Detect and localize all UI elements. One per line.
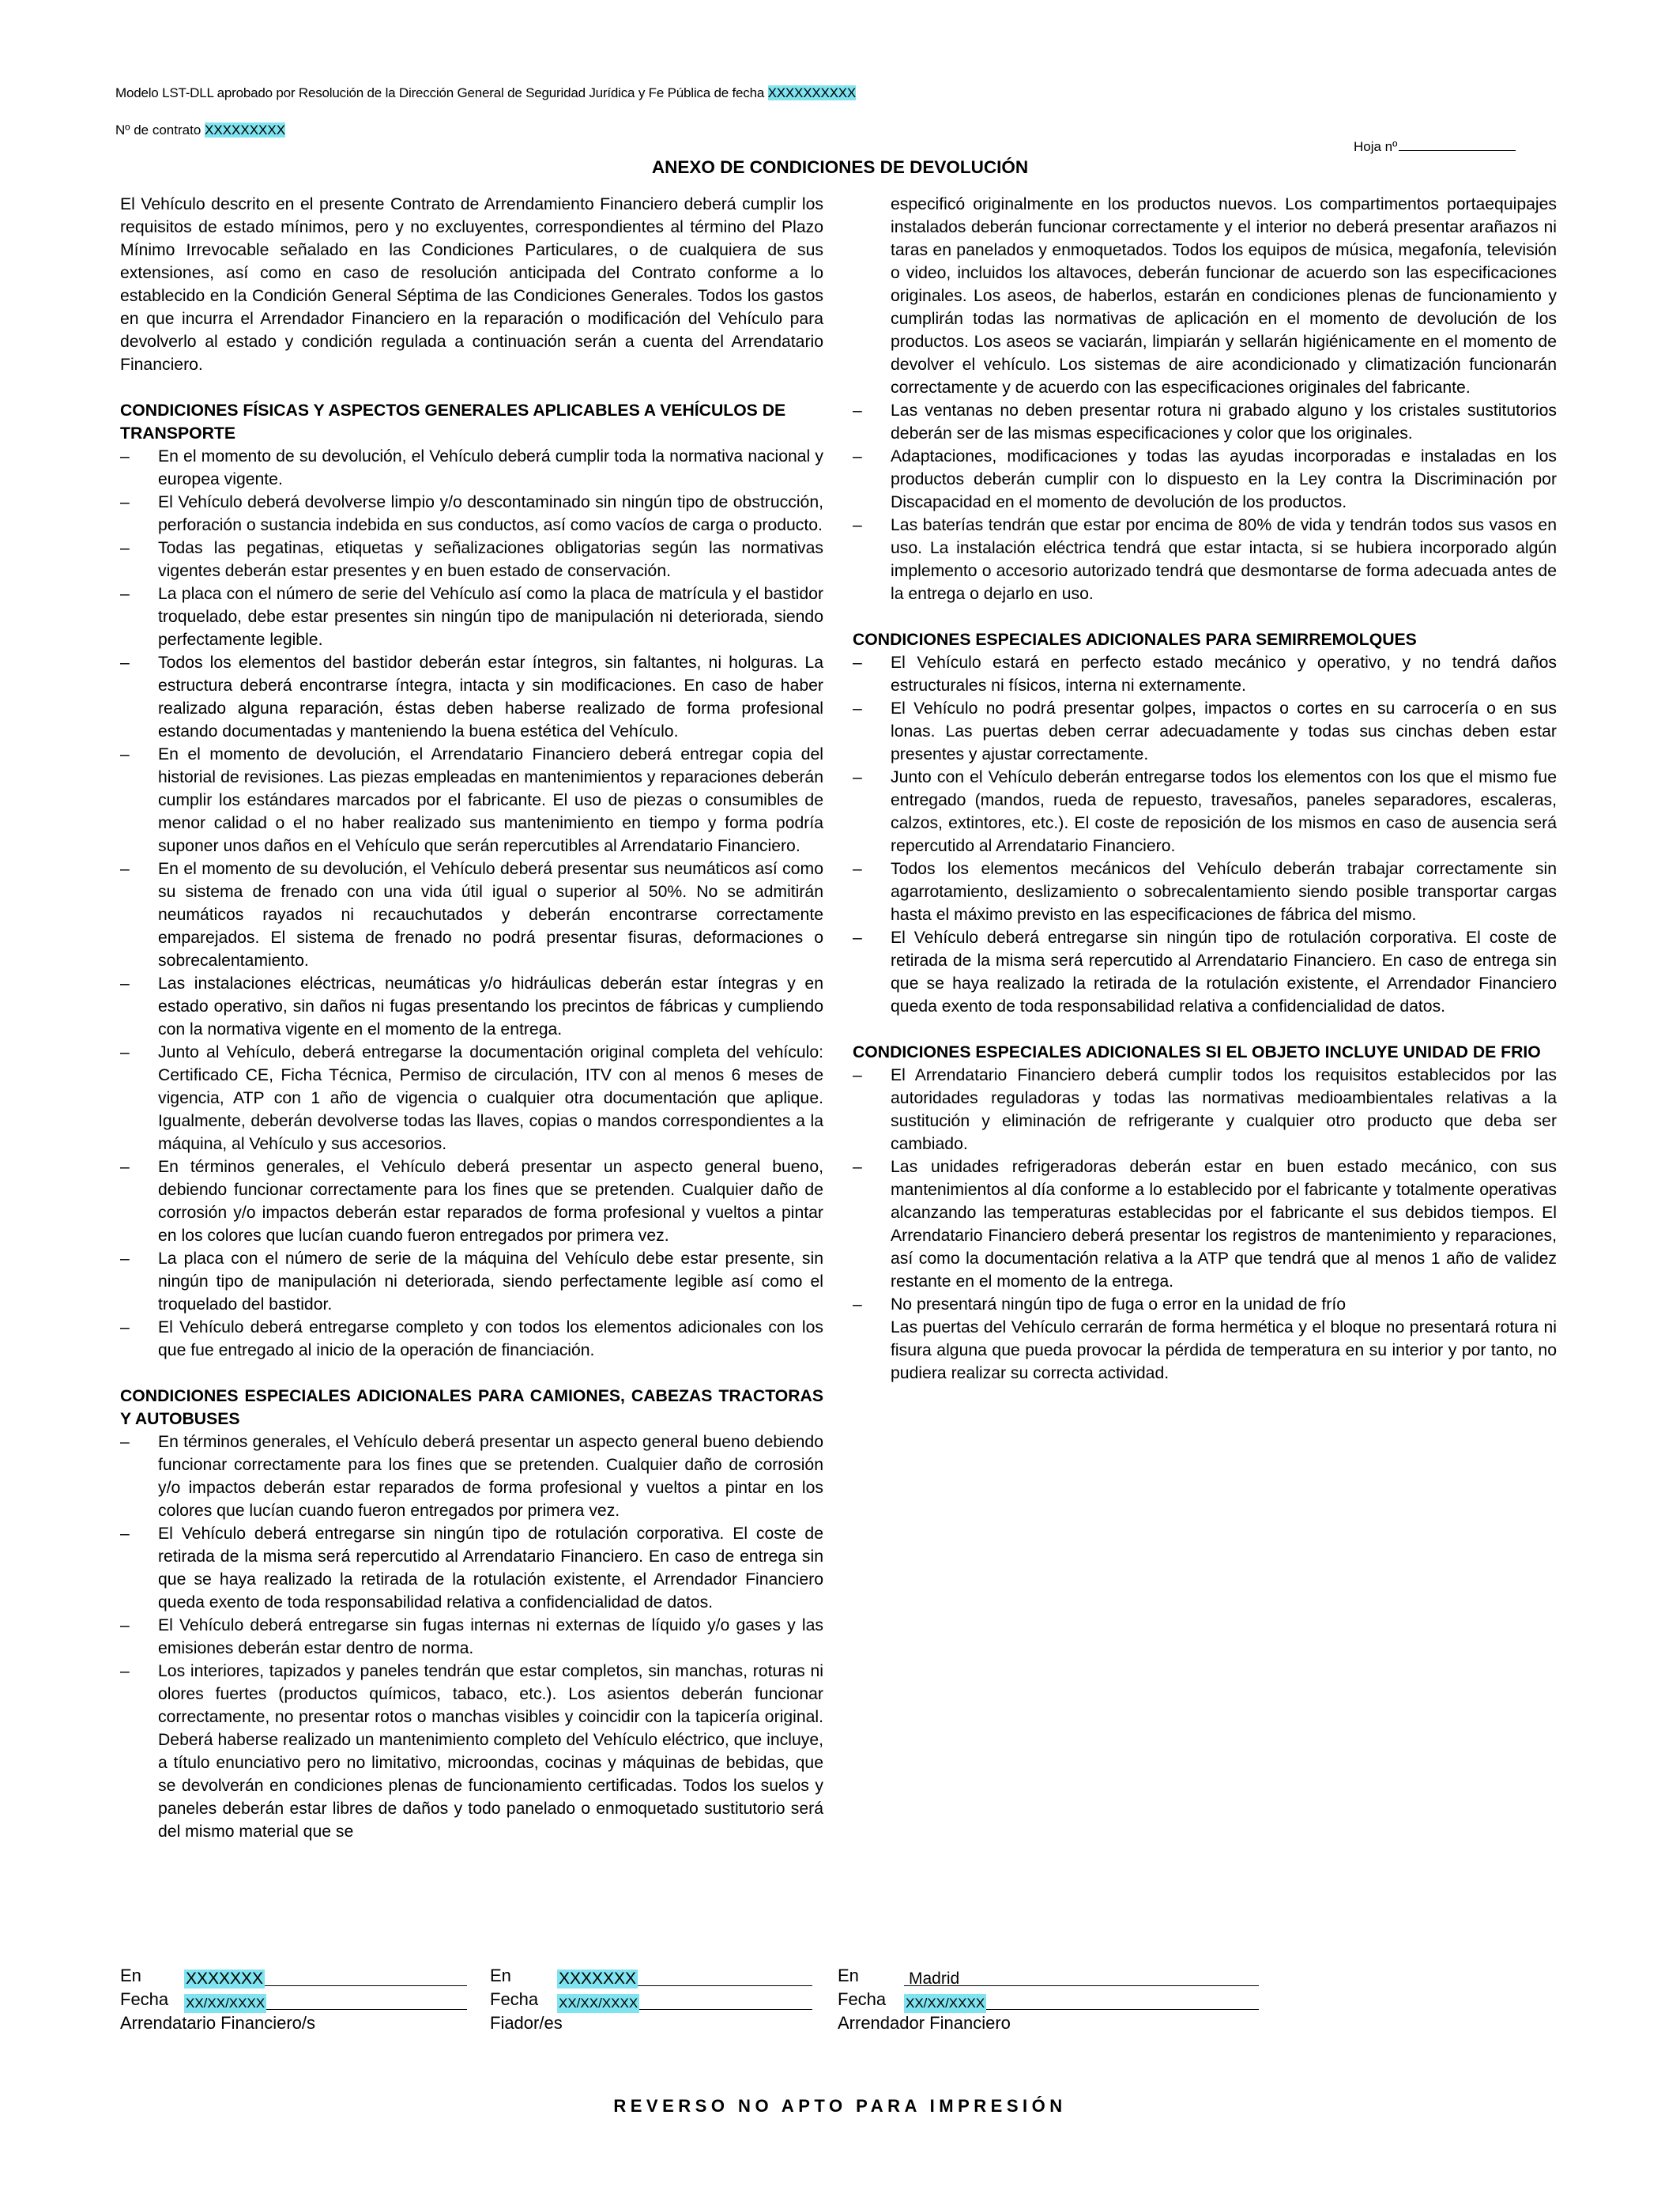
list-item: – En términos generales, el Vehículo deberá presentar un aspecto general bueno, debiendo funcionar correctamente para los fines que se pretenden. Cualquier daño de corrosión y/o impactos deberán estar reparados de forma profesional y vueltos a pintar en los colores que lucían cuando fueron entregados por primera vez. bbox=[120, 1155, 823, 1247]
contract-number-placeholder[interactable]: XXXXXXXXX bbox=[205, 123, 286, 138]
section-heading-camiones: CONDICIONES ESPECIALES ADICIONALES PARA CAMIONES, CABEZAS TRACTORAS Y AUTOBUSES bbox=[120, 1387, 823, 1428]
en-field[interactable] bbox=[904, 1966, 1259, 1986]
section-heading-frio: CONDICIONES ESPECIALES ADICIONALES SI EL OBJETO INCLUYE UNIDAD DE FRIO bbox=[853, 1043, 1541, 1061]
list-item: – El Vehículo estará en perfecto estado mecánico y operativo, y no tendrá daños estructurales ni físicos, interna ni externamente. bbox=[853, 651, 1557, 697]
model-approval-line bbox=[115, 85, 856, 101]
list-item: – En el momento de devolución, el Arrendatario Financiero deberá entregar copia del historial de revisiones. Las piezas empleadas en mantenimientos y reparaciones deberán cumplir los estándares marcados por el fabricante. El uso de piezas o consumibles de menor calidad o el no haber realizado sus mantenimiento en tiempo y forma podría suponer unos daños en el Vehículo que serán repercutibles al Arrendatario Financiero. bbox=[120, 743, 823, 858]
signer-role: Arrendatario Financiero/s bbox=[120, 2013, 316, 2033]
list-item: – Junto al Vehículo, deberá entregarse la documentación original completa del vehículo: Certificado CE, Ficha Técnica, Permiso de circulación, ITV con al menos 6 meses de vigencia, ATP con 1 año de vigencia o cualquier otra documentación que aplique. Igualmente, deberán devolverse todas las llaves, copias o mandos correspondientes a la máquina, al Vehículo y sus accesorios. bbox=[120, 1041, 823, 1155]
camiones-list bbox=[120, 1431, 823, 1843]
section-heading-fisicas: CONDICIONES FÍSICAS Y ASPECTOS GENERALES APLICABLES A VEHÍCULOS DE TRANSPORTE bbox=[120, 401, 786, 443]
list-item: – Todas las pegatinas, etiquetas y señalizaciones obligatorias según las normativas vigentes deberán estar presentes y en buen estado de conservación. bbox=[120, 537, 823, 582]
left-column bbox=[120, 193, 823, 1843]
list-item: – Todos los elementos mecánicos del Vehículo deberán trabajar correctamente sin agarrotamiento, deslizamiento o sobrecalentamiento siendo posible transportar cargas hasta el máximo previsto en las especificaciones de fábrica del mismo. bbox=[853, 858, 1557, 926]
fecha-value: XX/XX/XXXX bbox=[904, 1994, 986, 2013]
signature-block-arrendatario bbox=[120, 1964, 468, 2033]
fecha-value: XX/XX/XXXX bbox=[184, 1994, 266, 2013]
en-field[interactable] bbox=[184, 1966, 467, 1986]
en-value: XXXXXXX bbox=[559, 1970, 637, 1988]
list-item: – Adaptaciones, modificaciones y todas las ayudas incorporadas e instaladas en los productos deberán cumplir con lo dispuesto en la Ley contra la Discriminación por Discapacidad en el momento de devolución de los productos. bbox=[853, 445, 1557, 514]
document-title: ANEXO DE CONDICIONES DE DEVOLUCIÓN bbox=[651, 157, 1029, 177]
list-item: – El Vehículo deberá entregarse completo y con todos los elementos adicionales con los que fue entregado al inicio de la operación de financiación. bbox=[120, 1316, 823, 1362]
signature-block-arrendador bbox=[838, 1964, 1217, 2033]
list-item: – El Vehículo no podrá presentar golpes, impactos o cortes en su carrocería o en sus lonas. Las puertas deben cerrar adecuadamente y todas sus cinchas deben estar presentes y ajustar correctamente. bbox=[853, 697, 1557, 766]
fecha-value: XX/XX/XXXX bbox=[557, 1994, 639, 2013]
right-column bbox=[853, 193, 1557, 1385]
list-item: – Las ventanas no deben presentar rotura ni grabado alguno y los cristales sustitutorios deberán ser de las mismas especificaciones y color que los originales. bbox=[853, 399, 1557, 445]
list-item: – El Vehículo deberá entregarse sin ningún tipo de rotulación corporativa. El coste de retirada de la misma será repercutido al Arrendatario Financiero. En caso de entrega sin que se haya realizado la retirada de la rotulación existente, el Arrendador Financiero queda exento de toda responsabilidad relativa a confidencialidad de datos. bbox=[120, 1522, 823, 1614]
list-item: – Junto con el Vehículo deberán entregarse todos los elementos con los que el mismo fue entregado (mandos, rueda de repuesto, travesaños, paneles separadores, escaleras, calzos, extintores, etc.). El coste de reposición de los mismos en caso de ausencia será repercutido al Arrendatario Financiero. bbox=[853, 766, 1557, 858]
frio-last-paragraph: Las puertas del Vehículo cerrarán de forma hermética y el bloque no presentará rotura ni fisura alguna que pueda provocar la pérdida de temperatura en su interior y por tanto, no pudiera realizar su correcta actividad. bbox=[891, 1318, 1557, 1382]
en-value: XXXXXXX bbox=[186, 1970, 264, 1988]
fecha-field[interactable] bbox=[557, 1990, 812, 2010]
fisicas-list bbox=[120, 445, 823, 1362]
fecha-label: Fecha bbox=[490, 1989, 539, 2009]
en-label: En bbox=[490, 1966, 511, 1985]
contract-number-line bbox=[115, 123, 285, 138]
fecha-field[interactable] bbox=[904, 1990, 1259, 2010]
list-item: – En el momento de su devolución, el Vehículo deberá presentar sus neumáticos así como su sistema de frenado con una vida útil igual o superior al 50%. No se admitirán neumáticos rayados ni recauchutados y deberán encontrarse correctamente emparejados. El sistema de frenado no podrá presentar fisuras, deformaciones o sobrecalentamiento. bbox=[120, 858, 823, 972]
frio-list bbox=[853, 1064, 1557, 1316]
list-item: – Las instalaciones eléctricas, neumáticas y/o hidráulicas deberán estar íntegras y en estado operativo, sin daños ni fugas presentando los precintos de fábricas y cumpliendo con la normativa vigente en el momento de la entrega. bbox=[120, 972, 823, 1041]
sheet-number-line bbox=[1354, 139, 1516, 155]
camiones-list-continued bbox=[853, 399, 1557, 605]
list-item: – Los interiores, tapizados y paneles tendrán que estar completos, sin manchas, roturas ni olores fuertes (productos químicos, tabaco, etc.). Los asientos deberán funcionar correctamente, no presentar rotos o manchas visibles y coincidir con la tapicería original. Deberá haberse realizado un mantenimiento completo del Vehículo eléctrico, que incluye, a título enunciativo pero no limitativo, microondas, cocinas y máquinas de bebidas, que se devolverán en condiciones plenas de funcionamiento certificadas. Todos los suelos y paneles deberán estar libres de daños y todo panelado o enmoquetado sustitutorio será del mismo material que se bbox=[120, 1660, 823, 1843]
semirremolques-list bbox=[853, 651, 1557, 1018]
signer-role: Arrendador Financiero bbox=[838, 2013, 1011, 2033]
contract-number-label: Nº de contrato bbox=[115, 123, 205, 138]
model-approval-text: Modelo LST-DLL aprobado por Resolución de la Dirección General de Seguridad Jurídica y Fe Pública de fecha bbox=[115, 85, 768, 100]
fecha-label: Fecha bbox=[838, 1989, 887, 2009]
fecha-label: Fecha bbox=[120, 1989, 169, 2009]
list-item: – En términos generales, el Vehículo deberá presentar un aspecto general bueno debiendo funcionar correctamente para los fines que se pretenden. Cualquier daño de corrosión y/o impactos deberán estar reparados de forma profesional y vueltos a pintar en los colores que lucían cuando fueron entregados por primera vez. bbox=[120, 1431, 823, 1522]
intro-paragraph: El Vehículo descrito en el presente Contrato de Arrendamiento Financiero deberá cumplir los requisitos de estado mínimos, pero y no excluyentes, correspondientes al término del Plazo Mínimo Irrevocable señalado en las Condiciones Particulares, o de cualquiera de sus extensiones, así como en caso de resolución anticipada del Contrato conforme a lo establecido en la Condición General Séptima de las Condiciones Generales. Todos los gastos en que incurra el Arrendador Financiero en la reparación o modificación del Vehículo para devolverlo al estado y condición regulada a continuación serán a cuenta del Arrendatario Financiero. bbox=[120, 195, 823, 374]
sheet-number-field[interactable] bbox=[1399, 139, 1516, 151]
list-item: – Las baterías tendrán que estar por encima de 80% de vida y tendrán todos sus vasos en uso. La instalación eléctrica tendrá que estar intacta, si se hubiera incorporado algún implemento o accesorio autorizado tendrá que desmontarse de forma adecuada antes de la entrega o dejarlo en uso. bbox=[853, 514, 1557, 605]
section-heading-semirremolques: CONDICIONES ESPECIALES ADICIONALES PARA SEMIRREMOLQUES bbox=[853, 631, 1417, 649]
en-field[interactable] bbox=[557, 1966, 812, 1986]
en-label: En bbox=[120, 1966, 141, 1985]
fecha-field[interactable] bbox=[184, 1990, 467, 2010]
list-item: – Todos los elementos del bastidor deberán estar íntegros, sin faltantes, ni holguras. La estructura deberá encontrarse íntegra, intacta y sin modificaciones. En caso de haber realizado alguna reparación, éstas deben haberse realizado de forma profesional estando documentadas y manteniendo la buena estética del Vehículo. bbox=[120, 651, 823, 743]
signer-role: Fiador/es bbox=[490, 2013, 563, 2033]
en-label: En bbox=[838, 1966, 859, 1985]
footer-note: REVERSO NO APTO PARA IMPRESIÓN bbox=[613, 2096, 1067, 2116]
list-item: – La placa con el número de serie del Vehículo así como la placa de matrícula y el bastidor troquelado, debe estar presentes sin ningún tipo de manipulación ni deteriorada, siendo perfectamente legible. bbox=[120, 582, 823, 651]
list-item: – No presentará ningún tipo de fuga o error en la unidad de frío bbox=[853, 1293, 1557, 1316]
list-item: – El Arrendatario Financiero deberá cumplir todos los requisitos establecidos por las autoridades reguladoras y todas las normativas medioambientales relativas a la sustitución y eliminación de refrigerante y cualquier otro producto que deba ser cambiado. bbox=[853, 1064, 1557, 1155]
list-item: – La placa con el número de serie de la máquina del Vehículo debe estar presente, sin ningún tipo de manipulación ni deteriorada, siendo perfectamente legible así como el troquelado del bastidor. bbox=[120, 1247, 823, 1316]
camiones-continuation: especificó originalmente en los productos nuevos. Los compartimentos portaequipajes instalados deberán funcionar correctamente y el interior no deberá presentar arañazos ni taras en panelados y enmoquetados. Todos los equipos de música, megafonía, televisión o video, incluidos los altavoces, deberán funcionar de acuerdo son las especificaciones originales. Los aseos, de haberlos, estarán en condiciones plenas de funcionamiento y cumplirán todas las normativas de aplicación en el momento de devolución de los productos. Los aseos se vaciarán, limpiarán y sellarán higiénicamente en el momento de devolver el vehículo. Los sistemas de aire acondicionado y climatización funcionarán correctamente y de acuerdo con las especificaciones originales del fabricante. bbox=[891, 195, 1557, 397]
en-value: Madrid bbox=[909, 1970, 960, 1988]
signature-block-fiador bbox=[490, 1964, 814, 2033]
sheet-number-label: Hoja nº bbox=[1354, 139, 1398, 154]
list-item: – El Vehículo deberá entregarse sin fugas internas ni externas de líquido y/o gases y las emisiones deberán estar dentro de norma. bbox=[120, 1614, 823, 1660]
model-date-placeholder[interactable]: XXXXXXXXXX bbox=[767, 85, 857, 100]
list-item: – El Vehículo deberá devolverse limpio y/o descontaminado sin ningún tipo de obstrucción, perforación o sustancia indebida en sus conductos, así como vacíos de carga o producto. bbox=[120, 491, 823, 537]
list-item: – El Vehículo deberá entregarse sin ningún tipo de rotulación corporativa. El coste de retirada de la misma será repercutido al Arrendatario Financiero. En caso de entrega sin que se haya realizado la retirada de la rotulación existente, el Arrendador Financiero queda exento de toda responsabilidad relativa a confidencialidad de datos. bbox=[853, 926, 1557, 1018]
list-item: – Las unidades refrigeradoras deberán estar en buen estado mecánico, con sus mantenimientos al día conforme a lo establecido por el fabricante y totalmente operativas alcanzando las temperaturas establecidas por el fabricante el sus debidos tiempos. El Arrendatario Financiero deberá presentar los registros de mantenimiento y reparaciones, así como la documentación relativa a la ATP que tendrá que al menos 1 año de validez restante en el momento de la entrega. bbox=[853, 1155, 1557, 1293]
list-item: – En el momento de su devolución, el Vehículo deberá cumplir toda la normativa nacional y europea vigente. bbox=[120, 445, 823, 491]
